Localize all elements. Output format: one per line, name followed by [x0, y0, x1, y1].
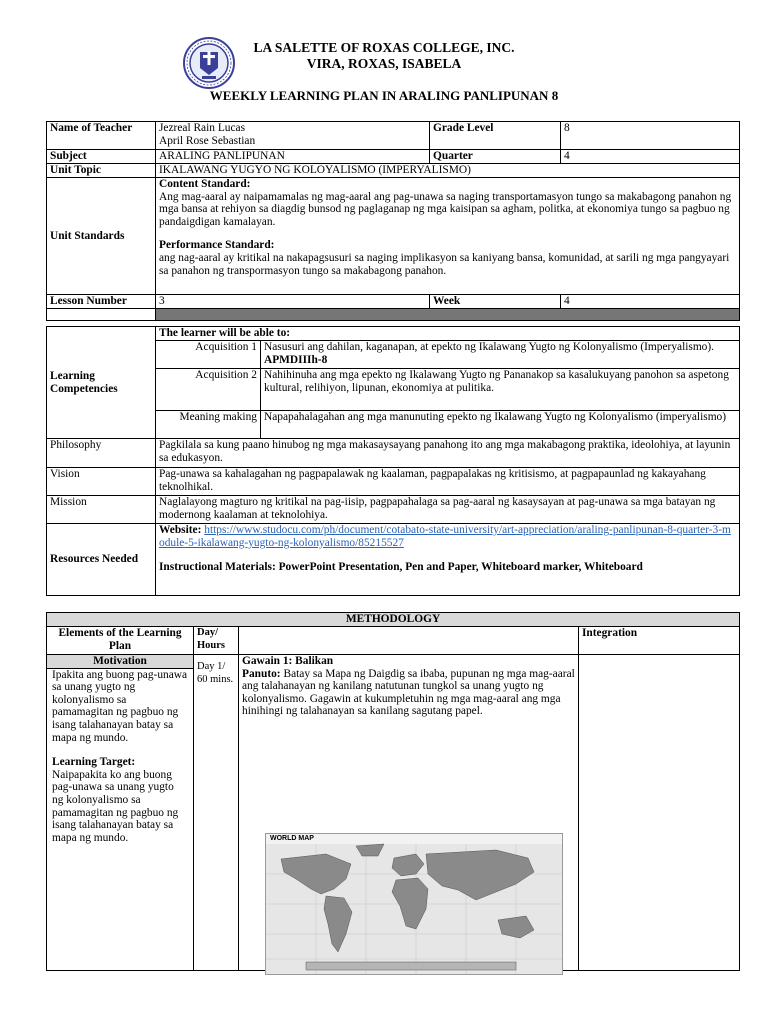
teacher-value	[156, 122, 430, 150]
gawain-title: Gawain 1: Balikan	[242, 655, 334, 667]
grade-label: Grade Level	[430, 122, 561, 150]
unit-topic-value: IKALAWANG YUGYO NG KOLOYALISMO (IMPERYALISMO)	[156, 164, 740, 178]
teacher-label: Name of Teacher	[47, 122, 156, 150]
quarter-value: 4	[561, 150, 740, 164]
unit-topic-label: Unit Topic	[47, 164, 156, 178]
website-link[interactable]: https://www.studocu.com/ph/document/cotabato-state-university/art-appreciation/araling-panlipunan-8-quarter-3-module-5-ikalawang-yugto-ng-kolonyalismo/85215527	[159, 524, 731, 549]
lesson-label: Lesson Number	[47, 295, 156, 309]
vision-label: Vision	[47, 468, 156, 496]
mission-label: Mission	[47, 496, 156, 524]
week-value: 4	[561, 295, 740, 309]
day-hours-value: Day 1/ 60 mins.	[194, 655, 239, 971]
performance-standard-text: ang nag-aaral ay kritikal na nakapagsusuri sa naging implikasyon sa kaniyang bansa, komunidad, at sarili ng mga pangyayari sa panahon ng transpormasyon tungo sa makabagong panahon.	[159, 251, 730, 277]
website-label: Website:	[159, 524, 202, 536]
unit-standards-value	[156, 178, 740, 295]
spacer-cell	[47, 309, 156, 321]
col-day-header: Day/ Hours	[194, 627, 239, 655]
acquisition-2-text: Nahihinuha ang mga epekto ng Ikalawang Yugto ng Pananakop sa kasalukuyang panohon sa aspetong kultural, relihiyon, lipunan, ekonomiya at pulitika.	[261, 369, 740, 411]
teacher-2: April Rose Sebastian	[159, 134, 256, 147]
quarter-label: Quarter	[430, 150, 561, 164]
col-elements-header: Elements of the Learning Plan	[47, 627, 194, 655]
unit-standards-label: Unit Standards	[47, 178, 156, 295]
learning-target-text: Naipapakita ko ang buong pag-unawa sa unang yugto ng kolonyalismo sa pamamagitan ng pagbuo ng isang talahanayan batay sa mapa ng mundo.	[52, 768, 179, 844]
acquisition-1-text: Nasusuri ang dahilan, kaganapan, at epekto ng Ikalawang Yugto ng Kolonyalismo (Imperyalismo). APMDIIIh-8	[261, 341, 740, 369]
college-name: LA SALETTE OF ROXAS COLLEGE, INC.	[253, 40, 515, 55]
resources-value	[156, 524, 740, 596]
col-integration-header: Integration	[579, 627, 740, 655]
teacher-1: Jezreal Rain Lucas	[159, 122, 246, 134]
vision-text: Pag-unawa sa kahalagahan ng pagpapalawak ng kaalaman, pagpapalakas ng kritisismo, at pagpapaunlad ng kakayahang teknolhikal.	[156, 468, 740, 496]
grade-value: 8	[561, 122, 740, 150]
philosophy-label: Philosophy	[47, 439, 156, 468]
content-standard-label: Content Standard:	[159, 178, 251, 190]
meaning-making-label: Meaning making	[156, 411, 261, 439]
acquisition-1-label: Acquisition 1	[156, 341, 261, 369]
week-label: Week	[430, 295, 561, 309]
learning-target-label: Learning Target:	[52, 756, 136, 769]
plan-title: WEEKLY LEARNING PLAN IN ARALING PANLIPUNAN 8	[209, 88, 559, 103]
acquisition-2-label: Acquisition 2	[156, 369, 261, 411]
learning-competencies-label: Learning Competencies	[47, 327, 156, 439]
gray-divider-bar	[156, 309, 740, 321]
learner-intro: The learner will be able to:	[156, 327, 740, 341]
philosophy-text: Pagkilala sa kung paano hinubog ng mga makasaysayang panahong ito ang mga makabagong praktika, ideolohiya, at layunin sa edukasyon.	[156, 439, 740, 468]
competency-code: APMDIIIh-8	[264, 353, 328, 366]
subject-label: Subject	[47, 150, 156, 164]
info-table	[46, 121, 740, 321]
competencies-table	[46, 326, 740, 596]
methodology-title: METHODOLOGY	[47, 613, 740, 627]
motivation-label: Motivation	[47, 655, 193, 669]
performance-standard-label: Performance Standard:	[159, 239, 275, 252]
world-map-image	[265, 833, 563, 975]
meaning-making-text: Napapahalagahan ang mga manunuting epekto ng Ikalawang Yugto ng Kolonyalismo (imperyalismo)	[261, 411, 740, 439]
mission-text: Naglalayong magturo ng kritikal na pag-iisip, pagpapahalaga sa pag-aaral ng kasaysayan at pag-unawa sa mga batayan ng modernong kaalaman at teknolohiya.	[156, 496, 740, 524]
instructional-materials: Instructional Materials: PowerPoint Presentation, Pen and Paper, Whiteboard marker, Whiteboard	[159, 561, 643, 574]
motivation-text: Ipakita ang buong pag-unawa sa unang yugto ng kolonyalismo sa pamamagitan ng pagbuo ng isang talahanayan batay sa mapa ng mundo.	[52, 668, 188, 744]
elements-cell	[47, 655, 194, 971]
college-address: VIRA, ROXAS, ISABELA	[306, 56, 462, 71]
content-standard-text: Ang mag-aaral ay naipamamalas ng mag-aaral ang pag-unawa sa naging transportamasyon tungo sa makabagong panahon ng mga bansa at rehiyon sa diagdig bunsod ng paglaganap ng mga kaisipan sa agham, politka, at ekonomiya tungo sa pagbuo ng pandaigdigan kamalayan.	[159, 190, 732, 228]
lesson-value: 3	[156, 295, 430, 309]
subject-value: ARALING PANLIPUNAN	[156, 150, 430, 164]
resources-label: Resources Needed	[47, 524, 156, 596]
panuto-text: Panuto: Batay sa Mapa ng Daigdig sa ibaba, pupunan ng mga mag-aaral ang talahanayan ng kanilang natutunan tungkol sa unang yugto ng kolonyalismo. Gagawin at kukumpletuhin ng mga mag-aaral ang mga hinihingi ng talahanayan sa kanilang sagutang papel.	[242, 667, 575, 718]
map-caption: WORLD MAP	[270, 835, 314, 842]
integration-cell	[579, 655, 740, 971]
col-activity-header	[239, 627, 579, 655]
